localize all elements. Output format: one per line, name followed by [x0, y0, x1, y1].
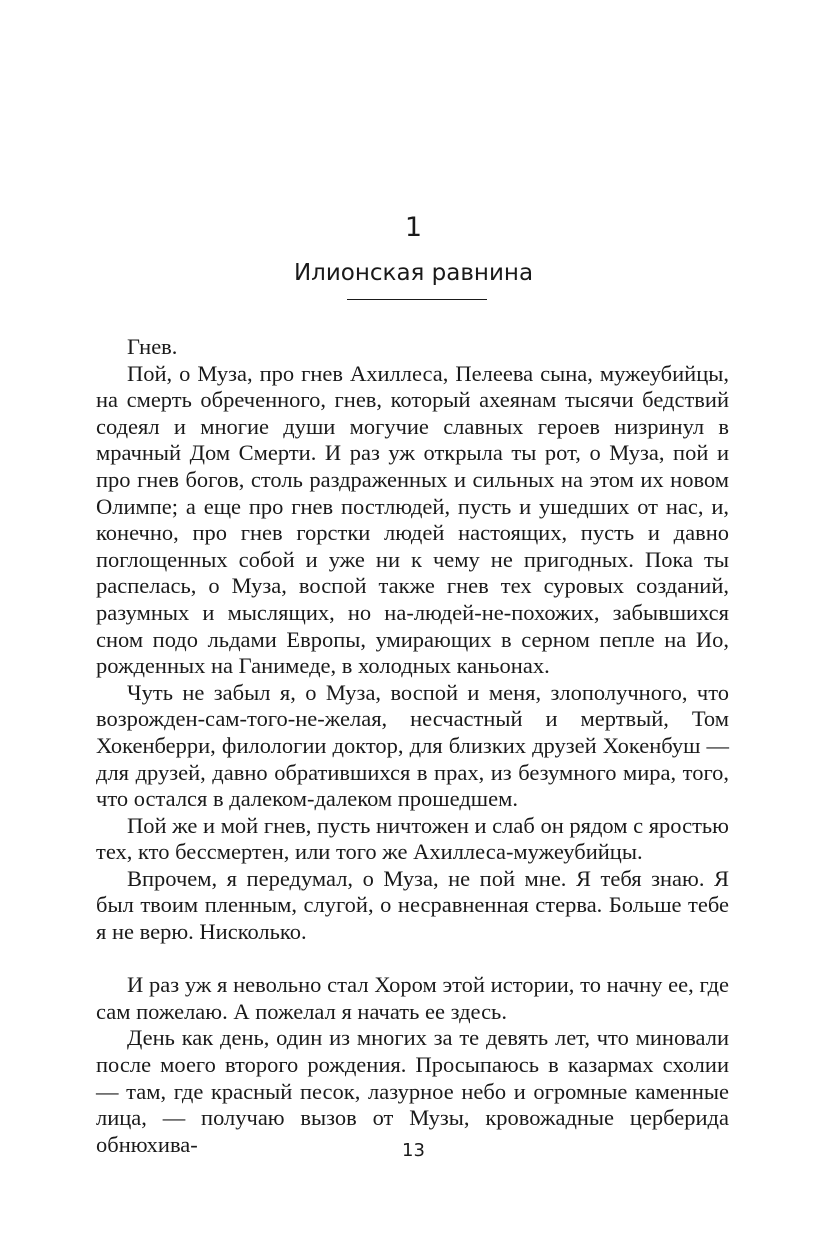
paragraph: Гнев. — [127, 334, 178, 359]
paragraph: День как день, один из многих за те девять лет, что миновали после моего второго рождения. Просыпаюсь в казармах схолии — там, где красный песок, лазурное небо и огромные каменные лица, — получаю вызов от Музы, кровожадные церберида обнюхива- — [96, 1025, 729, 1157]
page-number: 13 — [402, 1140, 425, 1161]
paragraph: Пой же и мой гнев, пусть ничтожен и слаб он рядом с яростью тех, кто бессмертен, или того же Ахиллеса-мужеубийцы. — [96, 812, 729, 865]
chapter-body — [96, 334, 729, 1158]
paragraph: Пой, о Муза, про гнев Ахиллеса, Пелеева сына, мужеубийцы, на смерть обреченного, гнев, который ахеянам тысячи бедствий содеял и многие души могучие славных героев низринул в мрачный Дом Смерти. И раз уж открыла ты рот, о Муза, пой и про гнев богов, столь раздраженных и сильных на этом их новом Олимпе; а еще про гнев постлюдей, пусть и ушедших от нас, и, конечно, про гнев горстки людей настоящих, пусть и давно поглощенных собой и уже ни к чему не пригодных. Пока ты распелась, о Муза, воспой также гнев тех суровых созданий, разумных и мыслящих, но на-людей-не-похожих, забывшихся сном подо льдами Европы, умирающих в серном пепле на Ио, рожденных на Ганимеде, в холодных каньонах. — [96, 360, 729, 679]
chapter-number: 1 — [404, 212, 423, 243]
paragraph: Чуть не забыл я, о Муза, воспой и меня, злополучного, что возрожден-сам-того-не-желая, несчастный и мертвый, Том Хокенберри, филологии доктор, для близких друзей Хокенбуш — для друзей, давно обратившихся в прах, из безумного мира, того, что остался в далеком-далеком прошедшем. — [96, 679, 729, 812]
chapter-title: Илионская равнина — [293, 260, 534, 286]
paragraph: Впрочем, я передумал, о Муза, не пой мне. Я тебя знаю. Я был твоим пленным, слугой, о несравненная стерва. Больше тебе я не верю. Нисколько. — [96, 865, 729, 945]
paragraph: И раз уж я невольно стал Хором этой истории, то начну ее, где сам пожелаю. А пожелал я начать ее здесь. — [96, 972, 729, 1024]
title-divider — [347, 299, 487, 300]
